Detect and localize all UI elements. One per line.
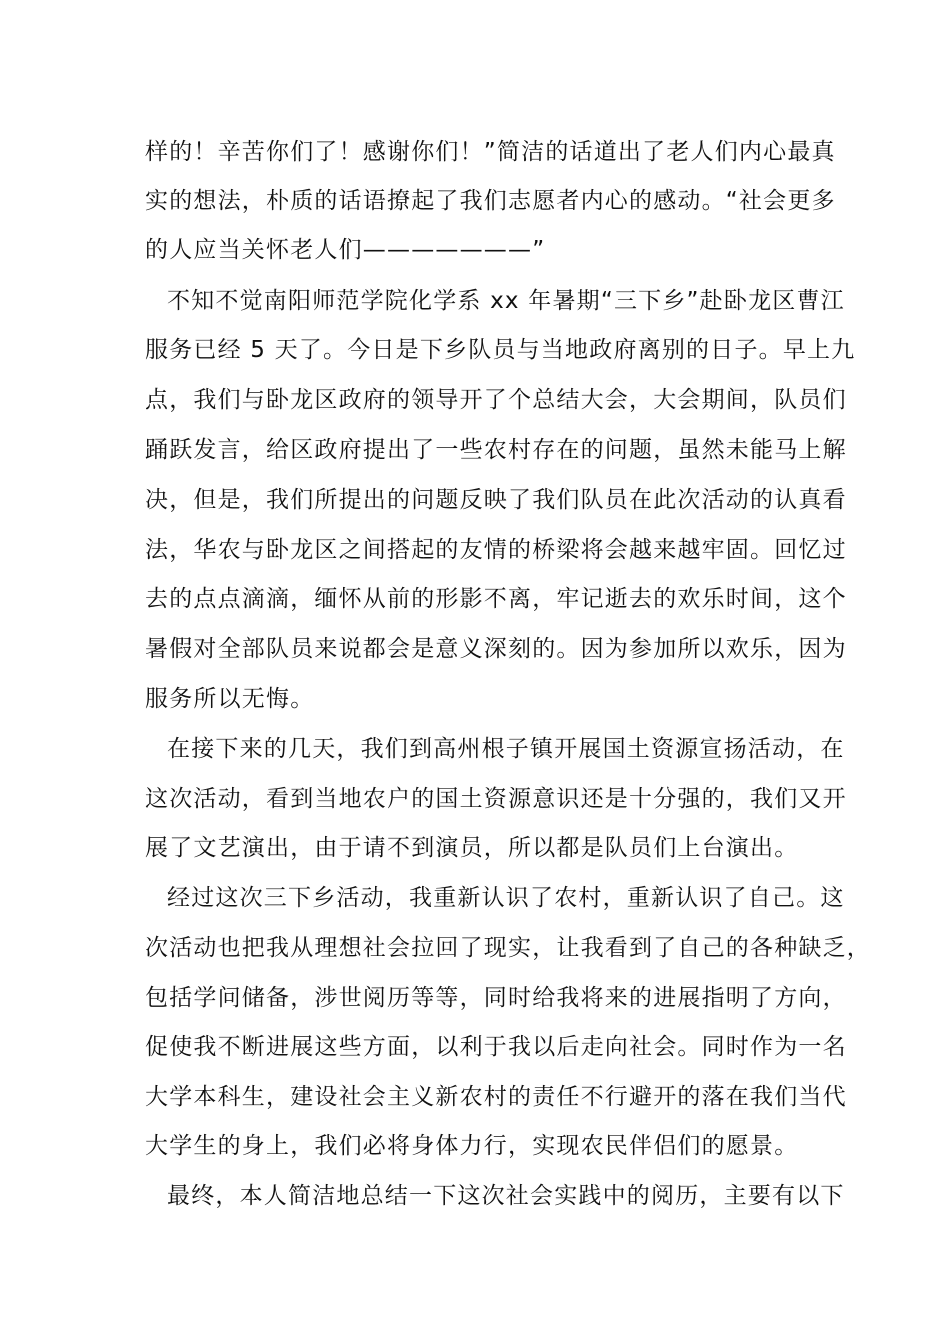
- text-line: 促使我不断进展这些方面，以利于我以后走向社会。同时作为一名: [145, 1034, 847, 1060]
- text-line: 暑假对全部队员来说都会是意义深刻的。因为参加所以欢乐，因为: [145, 636, 847, 662]
- text-line: 的人应当关怀老人们———————”: [145, 237, 546, 263]
- text-line: 样的！辛苦你们了！感谢你们！”简洁的话道出了老人们内心最真: [145, 139, 836, 165]
- paragraph-start-line: 在接下来的几天，我们到高州根子镇开展国土资源宣扬活动，在: [167, 736, 845, 762]
- text-line: 法，华农与卧龙区之间搭起的友情的桥梁将会越来越牢固。回忆过: [145, 537, 847, 563]
- text-line: 去的点点滴滴，缅怀从前的形影不离，牢记逝去的欢乐时间，这个: [145, 586, 847, 612]
- text-line: 服务已经 5 天了。今日是下乡队员与当地政府离别的日子。早上九: [145, 337, 856, 363]
- text-line: 点，我们与卧龙区政府的领导开了个总结大会，大会期间，队员们: [145, 387, 847, 413]
- text-line: 大学生的身上，我们必将身体力行，实现农民伴侣们的愿景。: [145, 1133, 799, 1159]
- text-line: 实的想法，朴质的话语撩起了我们志愿者内心的感动。“社会更多: [145, 188, 836, 214]
- text-line: 展了文艺演出，由于请不到演员，所以都是队员们上台演出。: [145, 835, 799, 861]
- text-line: 这次活动，看到当地农户的国土资源意识还是十分强的，我们又开: [145, 786, 847, 812]
- paragraph-start-line: 不知不觉南阳师范学院化学系 xx 年暑期“三下乡”赴卧龙区曹江: [167, 288, 845, 314]
- paragraph-start-line: 经过这次三下乡活动，我重新认识了农村，重新认识了自己。这: [167, 885, 845, 911]
- text-line: 包括学问储备，涉世阅历等等，同时给我将来的进展指明了方向，: [145, 985, 847, 1011]
- text-line: 服务所以无悔。: [145, 686, 315, 712]
- text-line: 大学本科生，建设社会主义新农村的责任不行避开的落在我们当代: [145, 1084, 847, 1110]
- paragraph-start-line: 最终，本人简洁地总结一下这次社会实践中的阅历，主要有以下: [167, 1183, 845, 1209]
- text-line: 次活动也把我从理想社会拉回了现实，让我看到了自己的各种缺乏，: [145, 935, 871, 961]
- text-line: 踊跃发言，给区政府提出了一些农村存在的问题，虽然未能马上解: [145, 437, 847, 463]
- text-line: 决，但是，我们所提出的问题反映了我们队员在此次活动的认真看: [145, 487, 847, 513]
